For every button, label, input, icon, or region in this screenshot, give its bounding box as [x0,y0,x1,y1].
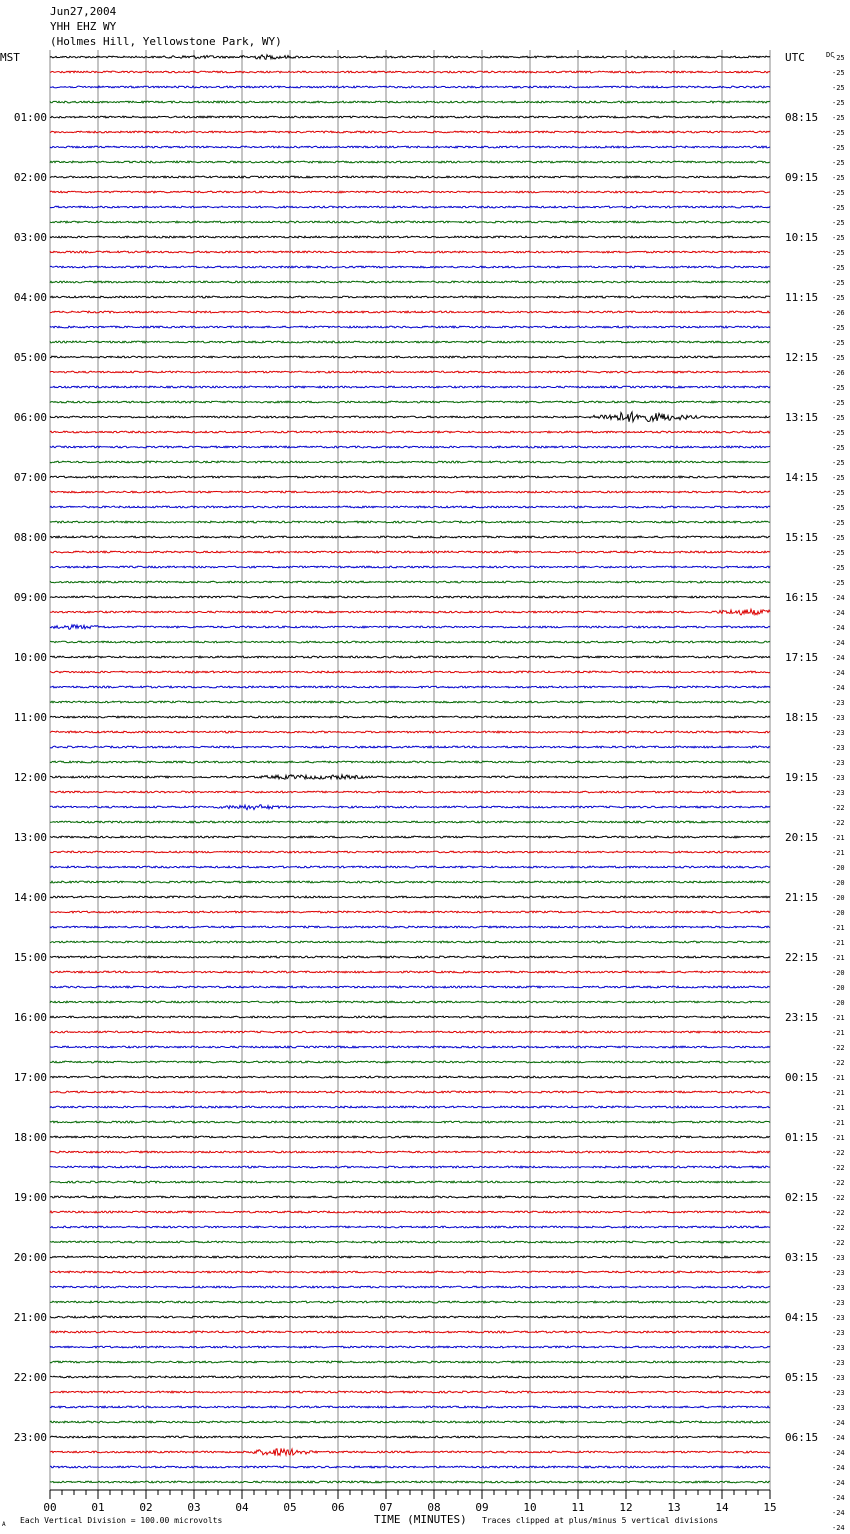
dc-offset-label: -25 [832,579,845,587]
dc-offset-label: -22 [832,1044,845,1052]
seismic-trace [50,911,770,913]
seismic-trace [50,1181,770,1183]
dc-offset-label: -20 [832,864,845,872]
utc-hour-label: 13:15 [785,411,819,424]
dc-offset-label: -25 [832,549,845,557]
dc-offset-label: -24 [832,1434,845,1442]
seismic-trace [50,551,770,553]
seismic-trace [50,491,770,493]
mst-hour-label: 22:00 [13,1371,47,1384]
dc-offset-label: -21 [832,1134,845,1142]
seismic-trace [50,881,770,883]
seismic-trace [50,791,770,793]
dc-offset-label: -22 [832,1209,845,1217]
seismic-trace [50,1448,770,1455]
seismic-trace [50,341,770,343]
dc-offset-label: -25 [832,54,845,62]
dc-offset-label: -22 [832,819,845,827]
utc-hour-label: 23:15 [785,1011,819,1024]
dc-offset-label: -21 [832,1029,845,1037]
x-tick-label: 12 [619,1501,633,1514]
seismic-trace [50,431,770,433]
dc-offset-label: -22 [832,1149,845,1157]
x-tick-label: 06 [331,1501,345,1514]
utc-hour-label: 21:15 [785,891,819,904]
seismic-trace [50,1391,770,1393]
seismic-trace [50,609,770,615]
dc-offset-label: -20 [832,894,845,902]
seismic-trace [50,71,770,73]
seismic-trace [50,1436,770,1438]
seismic-trace [50,101,770,103]
dc-offset-label: -22 [832,1059,845,1067]
utc-hour-label: UTC [785,51,805,64]
dc-offset-label: -25 [832,204,845,212]
x-tick-label: 03 [187,1501,201,1514]
dc-offset-label: -23 [832,1404,845,1412]
seismic-trace [50,191,770,193]
seismic-trace [50,1406,770,1408]
dc-offset-label: -23 [832,714,845,722]
seismic-trace [50,1256,770,1258]
seismic-trace [50,1121,770,1123]
seismic-trace [50,1136,770,1138]
seismic-trace [50,221,770,223]
dc-offset-label: -22 [832,1164,845,1172]
seismic-trace [50,1031,770,1033]
seismic-trace [50,536,770,538]
seismic-trace [50,851,770,853]
dc-offset-label: -25 [832,174,845,182]
dc-offset-label: -25 [832,69,845,77]
mst-hour-label: 11:00 [13,711,47,724]
seismic-trace [50,131,770,133]
dc-offset-label: -25 [832,114,845,122]
station-name: YHH EHZ WY [50,20,117,33]
x-tick-label: 09 [475,1501,489,1514]
seismic-trace [50,161,770,163]
seismic-trace [50,566,770,568]
utc-hour-label: 15:15 [785,531,819,544]
seismic-trace [50,371,770,373]
dc-offset-label: -20 [832,879,845,887]
utc-hour-label: 01:15 [785,1131,819,1144]
seismic-trace [50,386,770,388]
dc-offset-label: -24 [832,1419,845,1427]
seismic-trace [50,1421,770,1423]
x-tick-label: 08 [427,1501,441,1514]
seismic-trace [50,1301,770,1303]
dc-offset-label: -25 [832,564,845,572]
dc-offset-label: -25 [832,99,845,107]
seismic-trace [50,956,770,958]
dc-offset-label: -25 [832,324,845,332]
mst-hour-label: 17:00 [13,1071,47,1084]
dc-offset-label: -21 [832,1104,845,1112]
dc-offset-label: -22 [832,1194,845,1202]
seismic-trace [50,671,770,673]
dc-offset-label: -21 [832,1089,845,1097]
utc-hour-label: 10:15 [785,231,819,244]
dc-offset-label: -25 [832,144,845,152]
seismic-trace [50,641,770,643]
seismic-trace [50,1316,770,1318]
seismic-trace [50,206,770,208]
seismic-trace [50,805,770,810]
dc-offset-label: -21 [832,834,845,842]
dc-offset-label: -21 [832,1014,845,1022]
seismic-trace [50,1481,770,1483]
seismic-trace [50,581,770,583]
dc-offset-label: -25 [832,234,845,242]
seismic-trace [50,1106,770,1108]
dc-offset-label: -25 [832,519,845,527]
seismic-trace [50,926,770,928]
mst-hour-label: 15:00 [13,951,47,964]
dc-offset-label: -20 [832,969,845,977]
mst-hour-label: 01:00 [13,111,47,124]
dc-offset-label: -22 [832,804,845,812]
seismic-trace [50,55,770,60]
dc-offset-label: -25 [832,249,845,257]
mst-hour-label: 12:00 [13,771,47,784]
mst-hour-label: 02:00 [13,171,47,184]
dc-offset-label: -23 [832,1374,845,1382]
seismic-trace [50,836,770,838]
utc-hour-label: 18:15 [785,711,819,724]
mst-hour-label: 03:00 [13,231,47,244]
dc-offset-label: -23 [832,1284,845,1292]
dc-offset-label: -23 [832,744,845,752]
dc-offset-label: -25 [832,159,845,167]
seismic-trace [50,446,770,448]
utc-hour-label: 06:15 [785,1431,819,1444]
dc-offset-label: -23 [832,1254,845,1262]
dc-offset-label: -23 [832,1269,845,1277]
seismic-trace [50,1001,770,1003]
dc-offset-label: -21 [832,954,845,962]
seismic-trace [50,1241,770,1243]
x-axis-title: TIME (MINUTES) [374,1513,467,1526]
seismic-trace [50,821,770,823]
dc-offset-label: -20 [832,999,845,1007]
dc-offset-label: -25 [832,459,845,467]
seismic-trace [50,1331,770,1333]
seismic-trace [50,476,770,478]
mst-hour-label: 05:00 [13,351,47,364]
seismic-trace [50,701,770,703]
utc-hour-label: 16:15 [785,591,819,604]
dc-offset-label: -25 [832,339,845,347]
utc-hour-label: 12:15 [785,351,819,364]
seismic-trace [50,971,770,973]
clip-note: Traces clipped at plus/minus 5 vertical divisions [482,1516,719,1525]
seismic-trace [50,266,770,268]
dc-offset-label: -26 [832,309,845,317]
seismic-trace [50,412,770,422]
seismic-trace [50,506,770,508]
seismic-trace [50,521,770,523]
corner-mark: A [2,1521,6,1528]
x-tick-label: 13 [667,1501,681,1514]
seismic-trace [50,896,770,898]
x-tick-label: 05 [283,1501,297,1514]
dc-offset-label: -24 [832,609,845,617]
dc-offset-label: -24 [832,684,845,692]
seismic-trace [50,236,770,238]
x-tick-label: 07 [379,1501,393,1514]
seismic-trace [50,761,770,763]
seismic-trace [50,746,770,748]
seismic-trace [50,625,770,629]
dc-offset-label: -24 [832,594,845,602]
mst-hour-label: 08:00 [13,531,47,544]
dc-offset-label: -24 [832,1479,845,1487]
utc-hour-label: 22:15 [785,951,819,964]
utc-hour-label: 04:15 [785,1311,819,1324]
seismic-trace [50,1046,770,1048]
dc-offset-label: -25 [832,444,845,452]
mst-hour-label: 14:00 [13,891,47,904]
dc-offset-label: -24 [832,1524,845,1532]
seismic-trace [50,116,770,118]
utc-hour-label: 17:15 [785,651,819,664]
seismic-trace [50,251,770,253]
seismic-trace [50,1226,770,1228]
mst-hour-label: 20:00 [13,1251,47,1264]
dc-header-label: DC [826,51,835,59]
x-tick-label: 15 [763,1501,777,1514]
utc-hour-label: 09:15 [785,171,819,184]
chart-date: Jun27,2004 [50,5,117,18]
utc-hour-label: 08:15 [785,111,819,124]
mst-hour-label: 07:00 [13,471,47,484]
mst-hour-label: 10:00 [13,651,47,664]
seismic-trace [50,1166,770,1168]
utc-hour-label: 11:15 [785,291,819,304]
dc-offset-label: -25 [832,264,845,272]
seismic-trace [50,1196,770,1198]
dc-offset-label: -25 [832,414,845,422]
seismic-trace [50,986,770,988]
dc-offset-label: -25 [832,219,845,227]
dc-offset-label: -21 [832,1074,845,1082]
minute-gridlines [50,50,770,1490]
dc-offset-label: -24 [832,639,845,647]
seismic-trace [50,1376,770,1378]
utc-hour-label: 03:15 [785,1251,819,1264]
dc-offset-label: -26 [832,369,845,377]
dc-offset-label: -23 [832,789,845,797]
dc-offset-label: -20 [832,984,845,992]
seismic-trace [50,296,770,298]
seismic-trace [50,716,770,718]
dc-offset-label: -24 [832,1464,845,1472]
seismic-traces [50,55,770,1483]
dc-offset-label: -21 [832,924,845,932]
dc-offset-label: -23 [832,774,845,782]
x-tick-label: 02 [139,1501,153,1514]
seismic-trace [50,401,770,403]
seismic-trace [50,941,770,943]
dc-offset-label: -22 [832,1179,845,1187]
seismic-trace [50,866,770,868]
dc-offset-label: -23 [832,759,845,767]
seismic-trace [50,326,770,328]
dc-offset-label: -23 [832,1329,845,1337]
x-tick-label: 04 [235,1501,249,1514]
seismic-trace [50,146,770,148]
dc-offset-label: -24 [832,1494,845,1502]
dc-offset-label: -23 [832,729,845,737]
utc-hour-label: 00:15 [785,1071,819,1084]
seismic-trace [50,775,770,779]
dc-offset-label: -23 [832,1299,845,1307]
x-tick-label: 01 [91,1501,105,1514]
dc-offset-label: -25 [832,489,845,497]
dc-offset-labels [832,54,845,1534]
x-tick-label: 00 [43,1501,57,1514]
utc-hour-label: 20:15 [785,831,819,844]
seismic-trace [50,1016,770,1018]
x-axis [43,1490,776,1514]
dc-offset-label: -25 [832,399,845,407]
utc-hour-label: 02:15 [785,1191,819,1204]
dc-offset-label: -24 [832,624,845,632]
seismic-trace [50,281,770,283]
seismic-trace [50,686,770,688]
x-tick-label: 14 [715,1501,729,1514]
dc-offset-label: -25 [832,189,845,197]
dc-offset-label: -25 [832,294,845,302]
hour-labels [14,51,818,1444]
utc-hour-label: 14:15 [785,471,819,484]
seismic-trace [50,1286,770,1288]
dc-offset-label: -22 [832,1239,845,1247]
mst-hour-label: 13:00 [13,831,47,844]
dc-offset-label: -20 [832,909,845,917]
dc-offset-label: -25 [832,84,845,92]
seismic-trace [50,1346,770,1348]
seismic-trace [50,1061,770,1063]
utc-hour-label: 05:15 [785,1371,819,1384]
left-timezone-label: MST [0,51,20,64]
mst-hour-label: 06:00 [13,411,47,424]
dc-offset-label: -23 [832,1344,845,1352]
mst-hour-label: 09:00 [13,591,47,604]
dc-offset-label: -23 [832,1314,845,1322]
utc-hour-label: 19:15 [785,771,819,784]
seismic-trace [50,1151,770,1153]
x-tick-label: 11 [571,1501,585,1514]
dc-offset-label: -24 [832,1449,845,1457]
dc-offset-label: -25 [832,474,845,482]
dc-offset-label: -24 [832,1509,845,1517]
mst-hour-label: 16:00 [13,1011,47,1024]
seismic-trace [50,656,770,658]
dc-offset-label: -24 [832,654,845,662]
dc-offset-label: -25 [832,129,845,137]
seismic-trace [50,461,770,463]
mst-hour-label: 23:00 [13,1431,47,1444]
x-tick-label: 10 [523,1501,537,1514]
dc-offset-label: -23 [832,699,845,707]
dc-offset-label: -25 [832,384,845,392]
seismic-trace [50,1361,770,1363]
seismic-trace [50,596,770,598]
seismic-trace [50,1466,770,1468]
seismic-trace [50,1091,770,1093]
seismic-trace [50,1211,770,1213]
dc-offset-label: -23 [832,1359,845,1367]
mst-hour-label: 21:00 [13,1311,47,1324]
seismic-trace [50,731,770,733]
seismic-trace [50,176,770,178]
dc-offset-label: -25 [832,504,845,512]
dc-offset-label: -21 [832,1119,845,1127]
dc-offset-label: -21 [832,849,845,857]
mst-hour-label: 04:00 [13,291,47,304]
station-location: (Holmes Hill, Yellowstone Park, WY) [50,35,282,48]
dc-offset-label: -25 [832,534,845,542]
mst-hour-label: 18:00 [13,1131,47,1144]
scale-note: Each Vertical Division = 100.00 microvolts [20,1516,223,1525]
dc-offset-label: -21 [832,939,845,947]
dc-offset-label: -25 [832,279,845,287]
seismic-trace [50,356,770,358]
mst-hour-label: 19:00 [13,1191,47,1204]
dc-offset-label: -25 [832,354,845,362]
seismic-trace [50,1271,770,1273]
dc-offset-label: -22 [832,1224,845,1232]
dc-offset-label: -25 [832,429,845,437]
seismic-trace [50,86,770,88]
seismic-trace [50,1076,770,1078]
dc-offset-label: -24 [832,669,845,677]
seismic-trace [50,311,770,313]
dc-offset-label: -23 [832,1389,845,1397]
